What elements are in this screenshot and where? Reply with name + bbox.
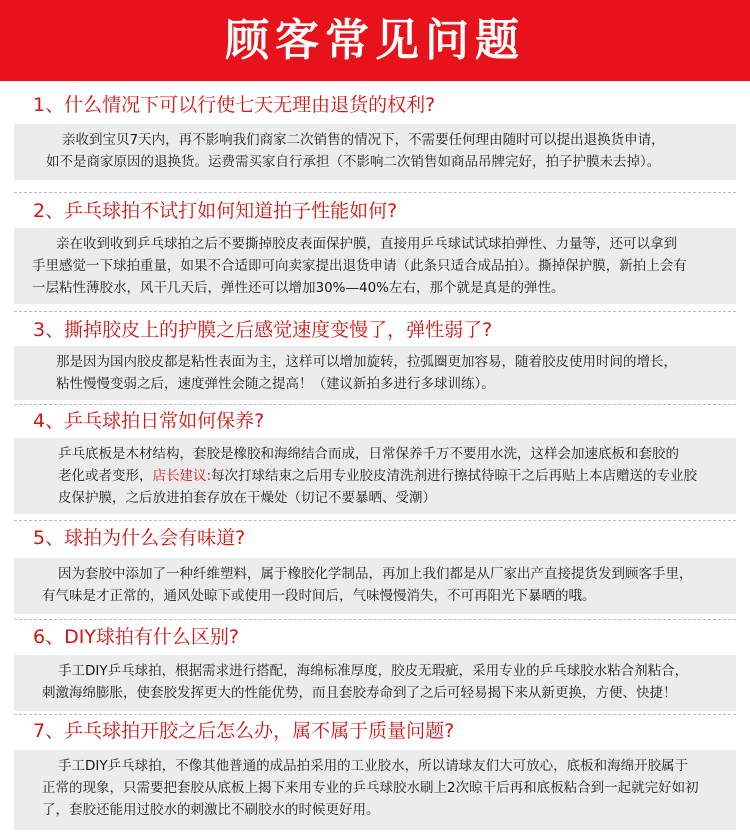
divider (14, 404, 736, 405)
answer-line: 乒乓底板是木材结构，套胶是橡胶和海绵结合而成，日常保养千万不要用水洗，这样会加速底板和套胶的 (58, 446, 679, 462)
answer-line: 手里感觉一下球拍重量，如果不合适即可向卖家提出退货申请（此条只适合成品拍）。撕掉保护膜，新拍上会有 (32, 258, 687, 274)
answer-line: 有气味是才正常的，通风处晾下或使用一段时间后，气味慢慢消失，不可再阳光下暴晒的哦。 (42, 588, 596, 604)
answer-line: 一层粘性薄胶水，风干几天后，弹性还可以增加30%—40%左右，那个就是真是的弹性。 (32, 280, 565, 296)
answer-line-start: 老化或者变形， (58, 468, 153, 484)
faq-answer-2 (14, 228, 736, 304)
divider (14, 714, 736, 715)
faq-question-6: 6、DIY球拍有什么区别? (33, 626, 240, 648)
faq-answer-3 (14, 346, 736, 400)
faq-question-3: 3、撕掉胶皮上的护膜之后感觉速度变慢了，弹性弱了? (33, 319, 493, 341)
answer-line: 因为套胶中添加了一种纤维塑料，属于橡胶化学制品，再加上我们都是从厂家出产直接提货发到顾客手里， (58, 566, 693, 582)
faq-question-5: 5、球拍为什么会有味道? (33, 527, 246, 549)
answer-line: 手工DIY乒乓球拍，根据需求进行搭配，海绵标准厚度，胶皮无瑕疵，采用专业的乒乓球胶水粘合剂粘合， (58, 663, 689, 679)
answer-line: 皮保护膜，之后放进拍套存放在干燥处（切记不要暴晒、受潮） (58, 490, 436, 506)
divider (14, 619, 736, 620)
store-manager-tip-label: 店长建议: (152, 468, 212, 484)
faq-answer-1 (14, 124, 736, 180)
divider (14, 520, 736, 521)
faq-answer-5 (14, 558, 736, 614)
faq-question-2: 2、乒乓球拍不试打如何知道拍子性能如何? (33, 200, 398, 222)
answer-line: 正常的现象，只需要把套胶从底板上揭下来用专业的乒乓球胶水刷上2次晾干后再和底板粘合到一起就完好如初 (42, 780, 699, 796)
answer-line (58, 465, 726, 487)
answer-line: 那是因为国内胶皮都是粘性表面为主，这样可以增加旋转，拉弧圈更加容易，随着胶皮使用时间的增长， (56, 354, 677, 370)
faq-question-1: 1、什么情况下可以行使七天无理由退货的权利? (33, 94, 436, 116)
answer-line: 粘性慢慢变弱之后，速度弹性会随之提高！（建议新拍多进行多球训练）。 (56, 376, 495, 392)
answer-line: 刺激海绵膨胀，使套胶发挥更大的性能优势，而且套胶寿命到了之后可轻易揭下来从新更换，方便、快捷！ (42, 685, 677, 701)
faq-answer-7 (14, 750, 736, 830)
divider (14, 192, 736, 193)
faq-answer-6 (14, 655, 736, 711)
faq-answer-4 (14, 438, 736, 514)
faq-question-4: 4、乒乓球拍日常如何保养? (33, 410, 265, 432)
page-title: 顾客常见问题 (225, 15, 525, 66)
answer-line: 如不是商家原因的退换货。运费需买家自行承担（不影响二次销售如商品吊牌完好，拍子护膜未去掉）。 (46, 154, 661, 170)
store-manager-tip-text: 每次打球结束之后用专业胶皮清洗剂进行擦拭待晾干之后再贴上本店赠送的专业胶 (211, 468, 698, 484)
answer-line: 亲收到宝贝7天内，再不影响我们商家二次销售的情况下，不需要任何理由随时可以提出退换货申请， (62, 132, 665, 148)
answer-line: 亲在收到收到乒乓球拍之后不要撕掉胶皮表面保护膜，直接用乒乓球试试球拍弹性、力量等，还可以拿到 (56, 236, 677, 252)
answer-line: 了，套胶还能用过胶水的刺激比不刷胶水的时候更好用。 (42, 802, 380, 818)
divider (14, 311, 736, 312)
faq-question-7: 7、乒乓球拍开胶之后怎么办，属不属于质量问题? (33, 720, 455, 742)
answer-line: 手工DIY乒乓球拍，不像其他普通的成品拍采用的工业胶水，所以请球友们大可放心，底板和海绵开胶属于 (58, 758, 689, 774)
